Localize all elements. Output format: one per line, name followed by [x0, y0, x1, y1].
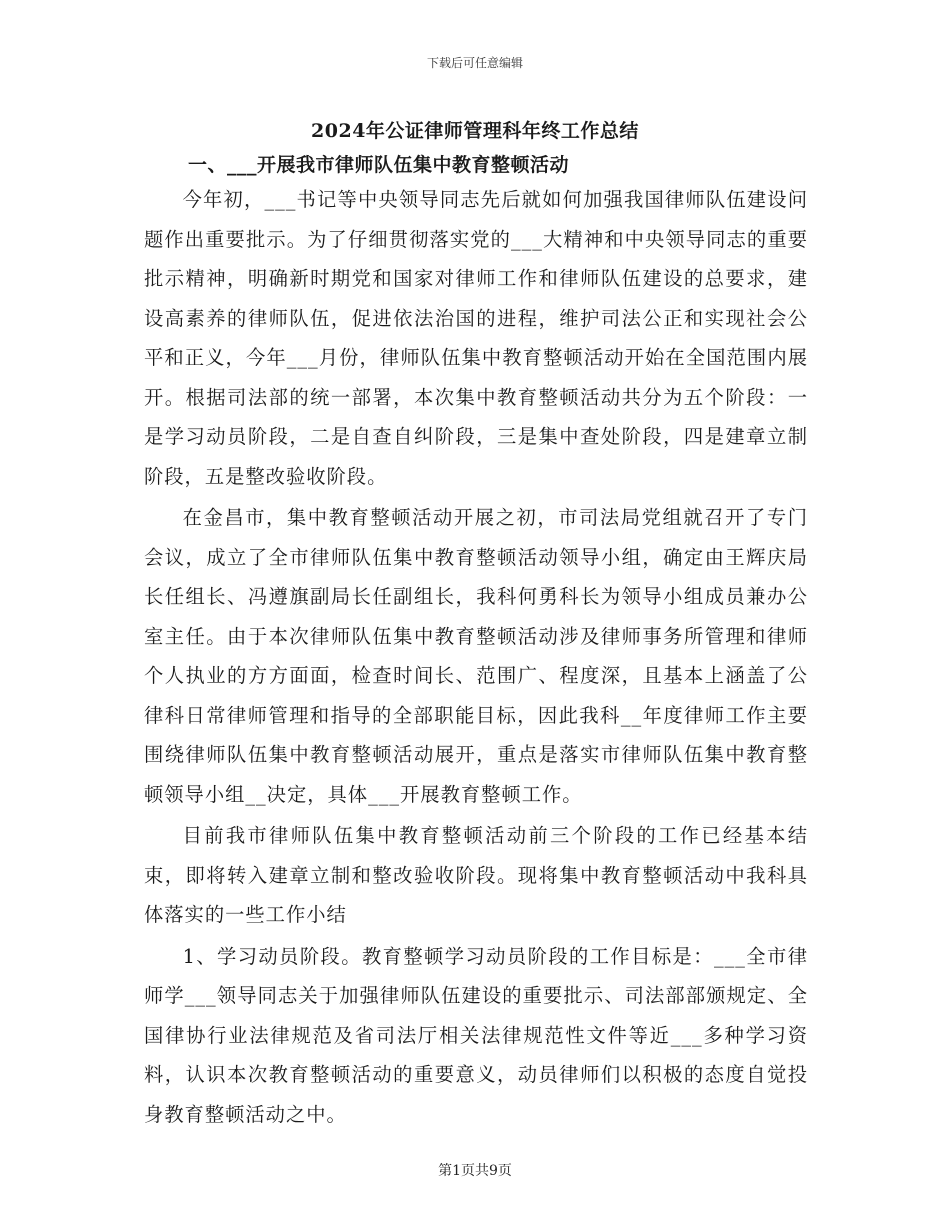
document-body: [144, 180, 808, 1134]
body-paragraph: 今年初，___书记等中央领导同志先后就如何加强我国律师队伍建设问题作出重要批示。为了仔细贯彻落实党的___大精神和中央领导同志的重要批示精神，明确新时期党和国家对律师工作和律师队伍建设的总要求，建设高素养的律师队伍，促进依法治国的进程，维护司法公正和实现社会公平和正义，今年___月份，律师队伍集中教育整顿活动开始在全国范围内展开。根据司法部的统一部署，本次集中教育整顿活动共分为五个阶段：一是学习动员阶段，二是自查自纠阶段，三是集中查处阶段，四是建章立制阶段，五是整改验收阶段。: [144, 188, 808, 488]
document-title: 2024年公证律师管理科年终工作总结: [311, 120, 639, 142]
header-note: 下载后可任意编辑: [426, 56, 523, 70]
body-paragraph: 目前我市律师队伍集中教育整顿活动前三个阶段的工作已经基本结束，即将转入建章立制和整改验收阶段。现将集中教育整顿活动中我科具体落实的一些工作小结: [144, 824, 808, 926]
page-footer: 第1页共9页: [438, 1163, 512, 1179]
body-paragraph: 在金昌市，集中教育整顿活动开展之初，市司法局党组就召开了专门会议，成立了全市律师队伍集中教育整顿活动领导小组，确定由王辉庆局长任组长、冯遵旗副局长任副组长，我科何勇科长为领导小组成员兼办公室主任。由于本次律师队伍集中教育整顿活动涉及律师事务所管理和律师个人执业的方方面面，检查时间长、范围广、程度深，且基本上涵盖了公律科日常律师管理和指导的全部职能目标，因此我科__年度律师工作主要围绕律师队伍集中教育整顿活动展开，重点是落实市律师队伍集中教育整顿领导小组__决定，具体___开展教育整顿工作。: [144, 506, 808, 806]
section-heading: 一、___开展我市律师队伍集中教育整顿活动: [188, 154, 570, 176]
body-paragraph: 1、学习动员阶段。教育整顿学习动员阶段的工作目标是：___全市律师学___领导同志关于加强律师队伍建设的重要批示、司法部部颁规定、全国律协行业法律规范及省司法厅相关法律规范性文件等近___多种学习资料，认识本次教育整顿活动的重要意义，动员律师们以积极的态度自觉投身教育整顿活动之中。: [144, 944, 808, 1126]
